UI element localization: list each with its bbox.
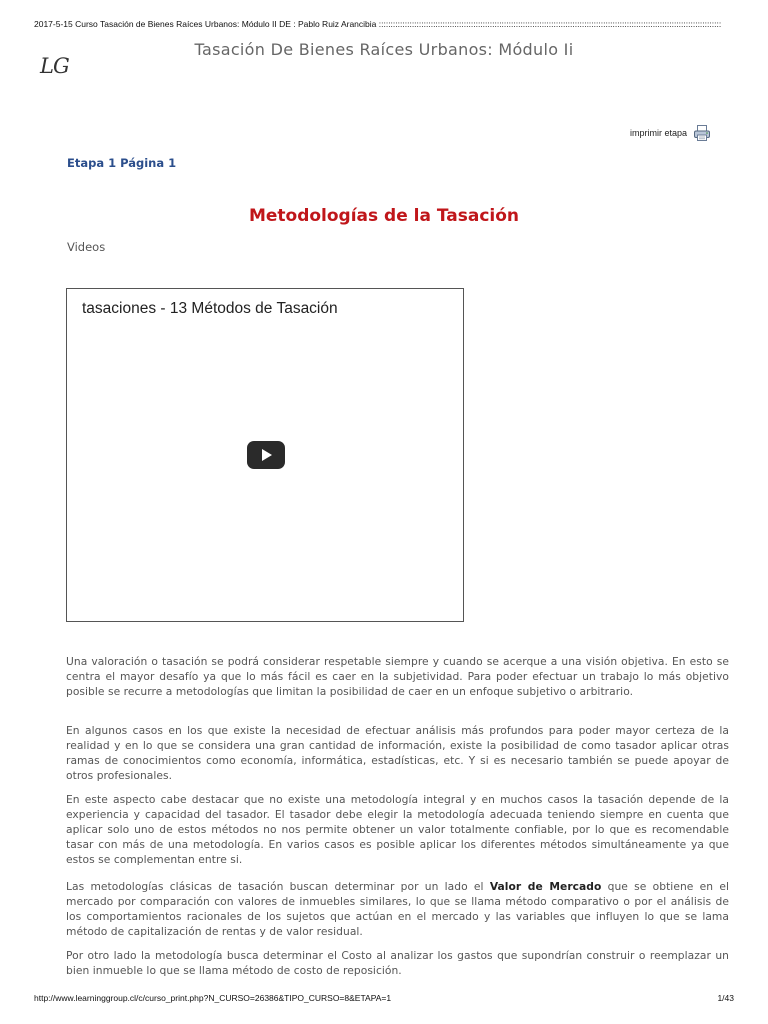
- print-footer-page-number: 1/43: [717, 993, 734, 1003]
- print-footer-url: http://www.learninggroup.cl/c/curso_print.php?N_CURSO=26386&TIPO_CURSO=8&ETAPA=1: [34, 993, 392, 1003]
- print-stage-label: imprimir etapa: [630, 128, 688, 138]
- videos-label: Videos: [67, 240, 106, 254]
- stage-page-label: Etapa 1 Página 1: [67, 156, 177, 170]
- play-icon[interactable]: [247, 441, 285, 469]
- printer-icon: [693, 124, 711, 142]
- paragraph-market-value-intro: Las metodologías clásicas de tasación buscan determinar por un lado el: [66, 880, 490, 893]
- video-title[interactable]: tasaciones - 13 Métodos de Tasación: [82, 300, 338, 317]
- paragraph-market-value-rest: que se obtiene en el mercado por comparación con valores de inmuebles similares, lo que se llama método comparativo o por el análisis de los comportamientos racionales de los sujetos que actúan en el mercado y las variables que influyen lo que se lama método de capitalización de rentas y de valor residual.: [66, 880, 729, 938]
- print-header: 2017-5-15 Curso Tasación de Bienes Raíces Urbanos: Módulo II DE : Pablo Ruiz Arancibia :::::::::::::::::::::::::::::::::::::::::::::::::::::::::::::::::::::::::::::::::::::::::::::::::::::::::::::::::::::::::::::::::::::::::::::::::: [34, 19, 722, 29]
- print-stage-link[interactable]: [630, 124, 711, 142]
- paragraph-cost: Por otro lado la metodología busca determinar el Costo al analizar los gastos que supondrían construir o reemplazar un bien inmueble lo que se llama método de costo de reposición.: [66, 949, 729, 977]
- video-embed[interactable]: [66, 288, 464, 622]
- paragraph-market-value: [66, 879, 729, 939]
- market-value-term: Valor de Mercado: [489, 880, 602, 893]
- course-title: Tasación De Bienes Raíces Urbanos: Módulo Ii: [194, 40, 574, 59]
- paragraph-methodology-choice: En este aspecto cabe destacar que no existe una metodología integral y en muchos casos la tasación depende de la experiencia y capacidad del tasador. El tasador debe elegir la metodología adecuada teniendo siempre en cuenta que aplicar solo uno de estos métodos no nos permite obtener un valor totalmente confiable, por lo que es recomendable tasar con más de una metodología. En varios casos es posible aplicar los diferentes métodos simultáneamente ya que estos se complementan entre si.: [66, 793, 729, 866]
- paragraph-deeper-analysis: En algunos casos en los que existe la necesidad de efectuar análisis más profundos para poder mayor certeza de la realidad y en lo que se considera una gran cantidad de información, existe la posibilidad de como tasador aplicar otras ramas de conocimientos como economía, informática, estadísticas, etc. Y si es necesario también se puede apoyar de otros profesionales.: [66, 724, 729, 782]
- page-heading: Metodologías de la Tasación: [248, 206, 520, 226]
- paragraph-objectivity: Una valoración o tasación se podrá considerar respetable siempre y cuando se acerque a una visión objetiva. En esto se centra el mayor desafío ya que lo más fácil es caer en la subjetividad. Para poder efectuar un trabajo lo más objetivo posible se recurre a metodologías que limitan la posibilidad de caer en un enfoque subjetivo o arbitrario.: [66, 655, 729, 698]
- site-logo: LG: [40, 54, 69, 78]
